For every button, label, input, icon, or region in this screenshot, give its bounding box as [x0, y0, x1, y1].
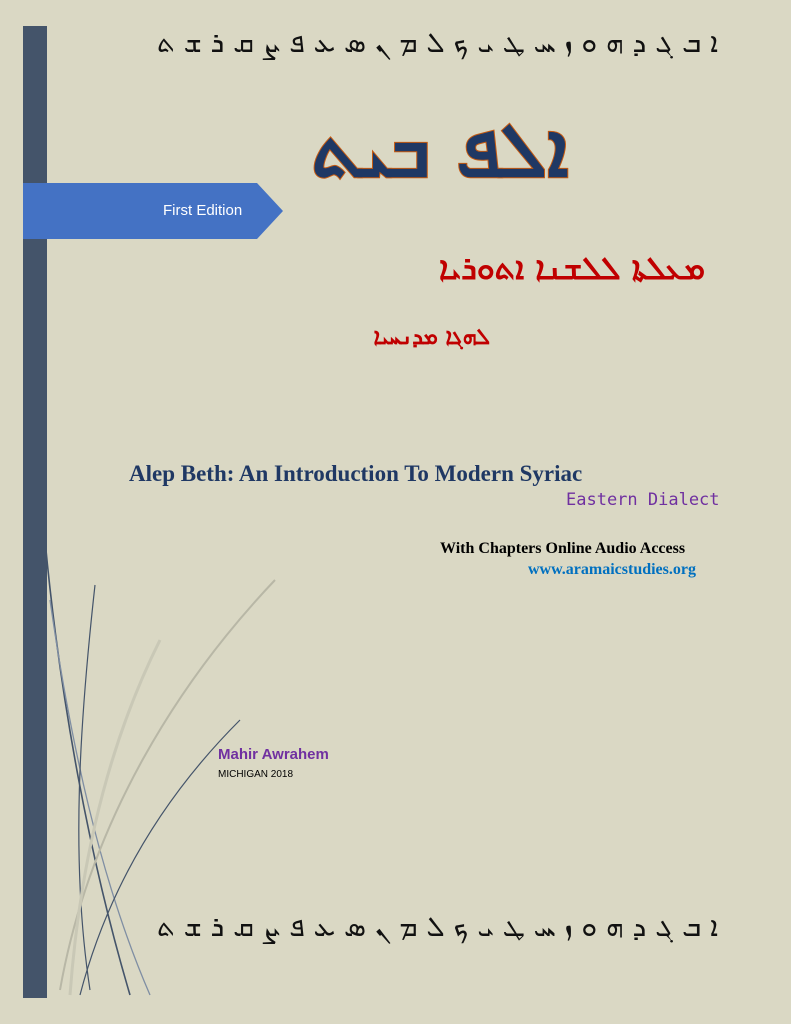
vertical-accent-bar [23, 26, 47, 998]
syriac-alphabet-top: ܐ ܒ ܓ ܕ ܗ ܘ ܙ ܚ ܛ ܝ ܟ ܠ ܡ ܢ ܣ ܥ ܦ ܨ ܩ ܪ ܫ ܬ [156, 26, 718, 59]
edition-label: First Edition [163, 202, 243, 219]
english-title: Alep Beth: An Introduction To Modern Syriac [129, 461, 583, 486]
edition-ribbon [23, 183, 283, 239]
dialect-label: Eastern Dialect [566, 490, 720, 510]
syriac-subtitle-secondary: ܠܗܓܐ ܡܕܢܚܝܐ [373, 325, 490, 350]
syriac-alphabet-bottom: ܐ ܒ ܓ ܕ ܗ ܘ ܙ ܚ ܛ ܝ ܟ ܠ ܡ ܢ ܣ ܥ ܦ ܨ ܩ ܪ ܫ ܬ [156, 910, 718, 943]
website-link[interactable]: www.aramaicstudies.org [528, 561, 696, 578]
syriac-title: ܐܠܦ ܒܝܬ [311, 105, 569, 194]
author-name: Mahir Awrahem [218, 746, 329, 763]
audio-access-note: With Chapters Online Audio Access [440, 540, 686, 557]
syriac-subtitle: ܡܥܠܬܐ ܠܠܫܢܐ ܐܬܘܪܝܐ [438, 249, 705, 287]
place-year: MICHIGAN 2018 [218, 769, 294, 780]
